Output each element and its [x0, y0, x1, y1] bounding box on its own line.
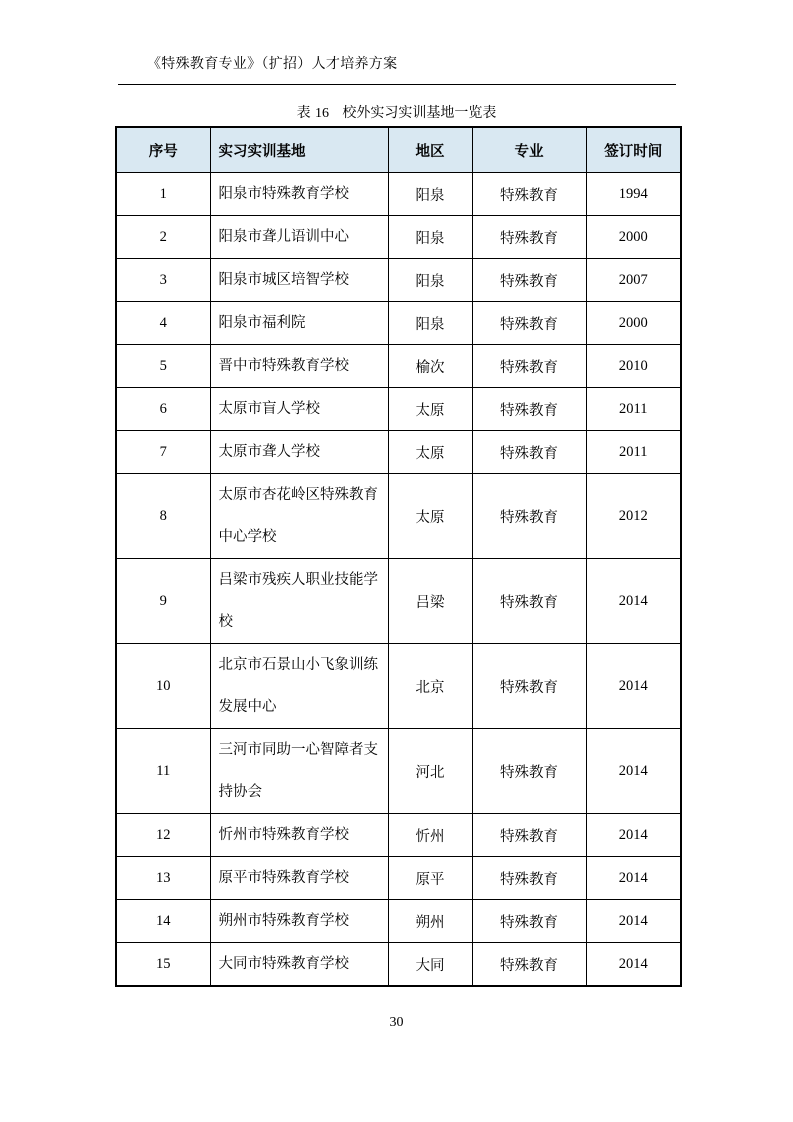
row-number-cell: 15	[116, 943, 210, 987]
row-number-cell: 1	[116, 173, 210, 216]
major-cell: 特殊教育	[472, 814, 586, 857]
caption-number: 16	[315, 106, 330, 121]
major-cell: 特殊教育	[472, 302, 586, 345]
page-header: 《特殊教育专业》（扩招）人才培养方案	[147, 56, 398, 72]
row-number-cell: 5	[116, 345, 210, 388]
major-cell: 特殊教育	[472, 474, 586, 559]
sign-year-cell: 2014	[586, 857, 681, 900]
region-cell: 北京	[388, 644, 472, 729]
major-cell: 特殊教育	[472, 345, 586, 388]
base-name-cell: 朔州市特殊教育学校	[210, 900, 388, 943]
base-name-cell: 太原市聋人学校	[210, 431, 388, 474]
row-number-cell: 6	[116, 388, 210, 431]
sign-year-cell: 2011	[586, 388, 681, 431]
table-row	[116, 729, 681, 814]
row-number-cell: 14	[116, 900, 210, 943]
table-body	[116, 173, 681, 987]
base-name-cell: 阳泉市城区培智学校	[210, 259, 388, 302]
sign-year-cell: 2007	[586, 259, 681, 302]
base-name-cell: 晋中市特殊教育学校	[210, 345, 388, 388]
row-number-cell: 3	[116, 259, 210, 302]
base-name-cell: 阳泉市福利院	[210, 302, 388, 345]
sign-year-cell: 2014	[586, 644, 681, 729]
sign-year-cell: 1994	[586, 173, 681, 216]
base-name-cell: 三河市同助一心智障者支持协会	[210, 729, 388, 814]
region-cell: 阳泉	[388, 259, 472, 302]
major-cell: 特殊教育	[472, 900, 586, 943]
region-cell: 阳泉	[388, 173, 472, 216]
row-number-cell: 7	[116, 431, 210, 474]
caption-text: 校外实习实训基地一览表	[342, 105, 497, 121]
region-cell: 太原	[388, 474, 472, 559]
table-row	[116, 559, 681, 644]
row-number-cell: 11	[116, 729, 210, 814]
sign-year-cell: 2014	[586, 900, 681, 943]
table-header-row	[116, 127, 681, 173]
table-row	[116, 644, 681, 729]
region-cell: 大同	[388, 943, 472, 987]
region-cell: 太原	[388, 388, 472, 431]
base-name-cell: 阳泉市特殊教育学校	[210, 173, 388, 216]
header-name: 实习实训基地	[210, 127, 388, 173]
table-row	[116, 259, 681, 302]
row-number-cell: 10	[116, 644, 210, 729]
region-cell: 朔州	[388, 900, 472, 943]
major-cell: 特殊教育	[472, 559, 586, 644]
sign-year-cell: 2012	[586, 474, 681, 559]
region-cell: 太原	[388, 431, 472, 474]
base-name-cell: 北京市石景山小飞象训练发展中心	[210, 644, 388, 729]
sign-year-cell: 2014	[586, 943, 681, 987]
major-cell: 特殊教育	[472, 388, 586, 431]
table-row	[116, 173, 681, 216]
region-cell: 忻州	[388, 814, 472, 857]
table-row	[116, 431, 681, 474]
table-row	[116, 388, 681, 431]
caption-prefix: 表	[296, 105, 316, 121]
table-row	[116, 814, 681, 857]
major-cell: 特殊教育	[472, 729, 586, 814]
header-no: 序号	[116, 127, 210, 173]
table-row	[116, 943, 681, 987]
table-row	[116, 216, 681, 259]
region-cell: 原平	[388, 857, 472, 900]
row-number-cell: 13	[116, 857, 210, 900]
base-name-cell: 太原市杏花岭区特殊教育中心学校	[210, 474, 388, 559]
base-name-cell: 太原市盲人学校	[210, 388, 388, 431]
row-number-cell: 12	[116, 814, 210, 857]
row-number-cell: 2	[116, 216, 210, 259]
base-name-cell: 吕梁市残疾人职业技能学校	[210, 559, 388, 644]
base-name-cell: 大同市特殊教育学校	[210, 943, 388, 987]
major-cell: 特殊教育	[472, 216, 586, 259]
sign-year-cell: 2010	[586, 345, 681, 388]
header-year: 签订时间	[586, 127, 681, 173]
table-row	[116, 857, 681, 900]
row-number-cell: 4	[116, 302, 210, 345]
table-caption	[0, 102, 793, 122]
table-row	[116, 900, 681, 943]
row-number-cell: 8	[116, 474, 210, 559]
major-cell: 特殊教育	[472, 857, 586, 900]
region-cell: 吕梁	[388, 559, 472, 644]
major-cell: 特殊教育	[472, 259, 586, 302]
header-region: 地区	[388, 127, 472, 173]
table-row	[116, 345, 681, 388]
training-base-table	[115, 126, 682, 987]
header-major: 专业	[472, 127, 586, 173]
base-name-cell: 原平市特殊教育学校	[210, 857, 388, 900]
header-rule	[118, 84, 676, 85]
base-name-cell: 阳泉市聋儿语训中心	[210, 216, 388, 259]
row-number-cell: 9	[116, 559, 210, 644]
sign-year-cell: 2011	[586, 431, 681, 474]
major-cell: 特殊教育	[472, 644, 586, 729]
sign-year-cell: 2014	[586, 559, 681, 644]
region-cell: 阳泉	[388, 302, 472, 345]
sign-year-cell: 2000	[586, 216, 681, 259]
major-cell: 特殊教育	[472, 431, 586, 474]
base-name-cell: 忻州市特殊教育学校	[210, 814, 388, 857]
region-cell: 阳泉	[388, 216, 472, 259]
table-row	[116, 474, 681, 559]
region-cell: 榆次	[388, 345, 472, 388]
page-number: 30	[389, 1015, 404, 1030]
major-cell: 特殊教育	[472, 943, 586, 987]
table-row	[116, 302, 681, 345]
sign-year-cell: 2014	[586, 814, 681, 857]
sign-year-cell: 2000	[586, 302, 681, 345]
sign-year-cell: 2014	[586, 729, 681, 814]
region-cell: 河北	[388, 729, 472, 814]
major-cell: 特殊教育	[472, 173, 586, 216]
